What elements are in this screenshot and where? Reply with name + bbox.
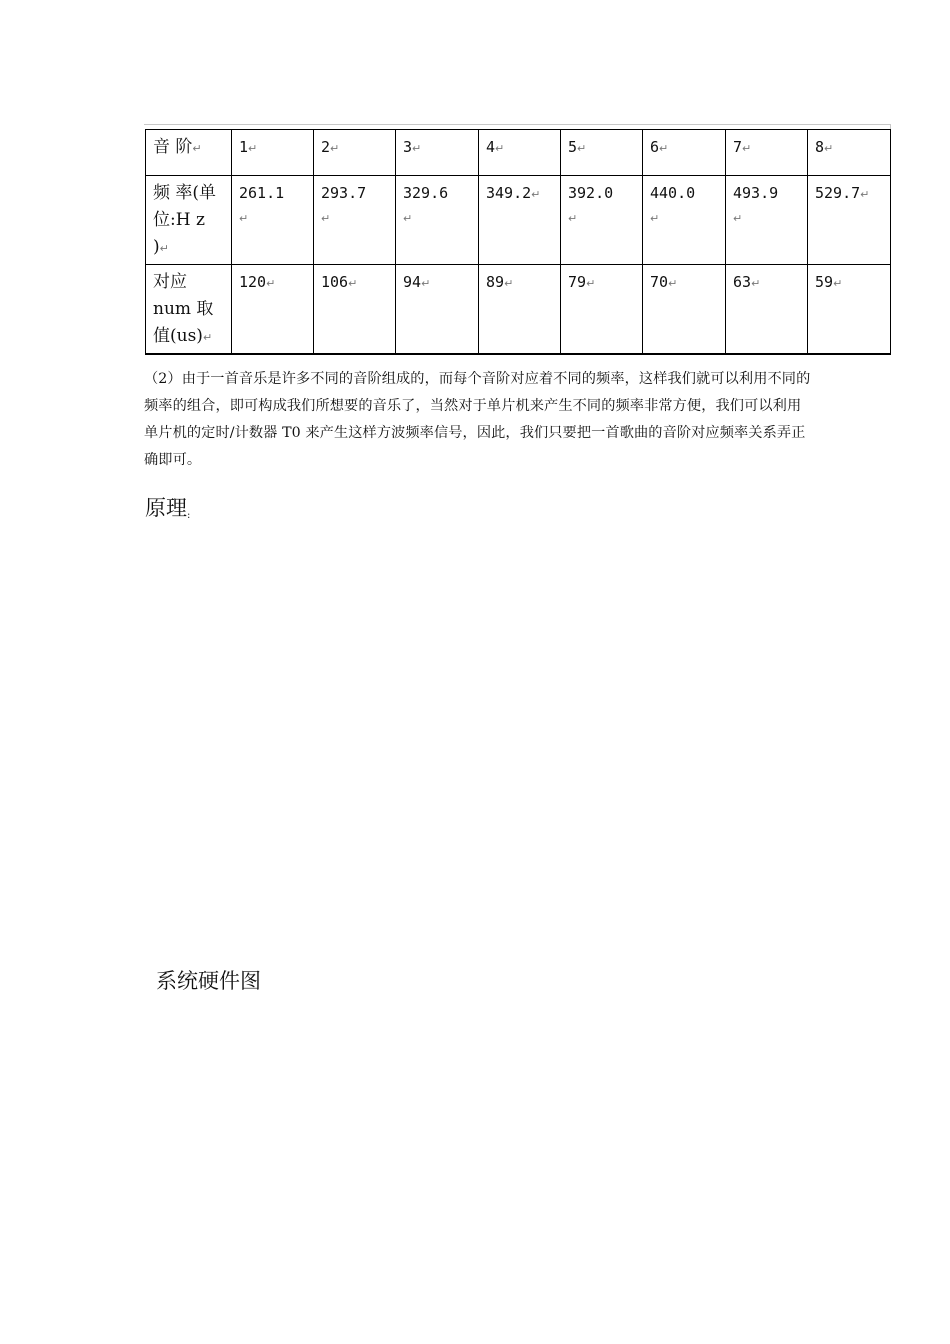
return-mark: ↵: [504, 277, 514, 290]
table-cell: [479, 265, 561, 355]
table-cell: [232, 265, 314, 355]
row-header-text: 音 阶: [153, 137, 193, 157]
cell-value: 59: [815, 273, 834, 291]
cell-value: 4: [486, 138, 496, 156]
return-mark: ↵: [860, 188, 870, 201]
cell-value: 8: [815, 138, 825, 156]
return-mark: ↵: [824, 142, 834, 155]
cell-value: 392.0: [568, 184, 614, 202]
principle-heading: [145, 493, 190, 528]
return-mark: ↵: [586, 277, 596, 290]
return-mark: ↵: [202, 331, 213, 344]
table-cell: [643, 176, 726, 265]
return-mark: ↵: [531, 188, 541, 201]
return-mark: ↵: [577, 142, 587, 155]
table-cell: [314, 265, 396, 355]
cell-value: 63: [733, 273, 752, 291]
table-cell: [808, 265, 891, 355]
row-header-cell: [146, 265, 232, 355]
return-mark: ↵: [733, 212, 743, 225]
cell-value: 94: [403, 273, 422, 291]
cell-value: 89: [486, 273, 505, 291]
table-cell: [726, 130, 808, 176]
table-row: [146, 130, 891, 176]
cell-value: 2: [321, 138, 331, 156]
cell-value: 120: [239, 273, 267, 291]
return-mark: ↵: [330, 142, 340, 155]
return-mark: ↵: [421, 277, 431, 290]
cell-value: 5: [568, 138, 578, 156]
cell-value: 493.9: [733, 184, 779, 202]
row-header-text: 对应 num 取值(us): [153, 272, 214, 346]
cell-value: 3: [403, 138, 413, 156]
table-cell: [561, 176, 643, 265]
explanation-paragraph: （2）由于一首音乐是许多不同的音阶组成的，而每个音阶对应着不同的频率，这样我们就可以利用不同的频率的组合，即可构成我们所想要的音乐了，当然对于单片机来产生不同的频率非常方便，我们可以利用单片机的定时/计数器 T0 来产生这样方波频率信号，因此，我们只要把一首歌曲的音阶对应频率关系弄正确即可。: [144, 371, 811, 468]
return-mark: ↵: [248, 142, 258, 155]
return-mark: ↵: [348, 277, 358, 290]
table-cell: [314, 130, 396, 176]
return-mark: ↵: [833, 277, 843, 290]
row-header-cell: [146, 176, 232, 265]
return-mark: ↵: [239, 212, 249, 225]
table-row: [146, 176, 891, 265]
return-mark: ↵: [403, 212, 413, 225]
cell-value: 106: [321, 273, 349, 291]
cell-value: 329.6: [403, 184, 449, 202]
table-cell: [808, 176, 891, 265]
scale-frequency-table: [145, 129, 891, 355]
principle-heading-text: 原理: [145, 496, 187, 520]
return-mark: ↵: [751, 277, 761, 290]
scale-frequency-table-frame: [144, 124, 891, 346]
row-header-text: 频 率(单位:H z ): [153, 183, 217, 257]
table-cell: [479, 176, 561, 265]
table-body: [146, 130, 891, 355]
table-cell: [396, 176, 479, 265]
principle-heading-colon: :: [187, 510, 191, 521]
hardware-diagram-heading: 系统硬件图: [156, 969, 261, 993]
cell-value: 7: [733, 138, 743, 156]
table-cell: [561, 130, 643, 176]
return-mark: ↵: [159, 242, 169, 255]
return-mark: ↵: [568, 212, 578, 225]
table-cell: [479, 130, 561, 176]
cell-value: 70: [650, 273, 669, 291]
table-cell: [808, 130, 891, 176]
row-header-cell: [146, 130, 232, 176]
table-cell: [314, 176, 396, 265]
return-mark: ↵: [742, 142, 752, 155]
return-mark: ↵: [668, 277, 678, 290]
cell-value: 293.7: [321, 184, 367, 202]
table-cell: [643, 130, 726, 176]
table-cell: [396, 265, 479, 355]
cell-value: 440.0: [650, 184, 696, 202]
table-cell: [232, 130, 314, 176]
cell-value: 6: [650, 138, 660, 156]
table-cell: [561, 265, 643, 355]
table-cell: [726, 176, 808, 265]
table-cell: [643, 265, 726, 355]
table-cell: [396, 130, 479, 176]
cell-value: 1: [239, 138, 249, 156]
cell-value: 79: [568, 273, 587, 291]
table-row: [146, 265, 891, 355]
return-mark: ↵: [495, 142, 505, 155]
table-cell: [726, 265, 808, 355]
cell-value: 349.2: [486, 184, 532, 202]
cell-value: 261.1: [239, 184, 285, 202]
return-mark: ↵: [321, 212, 331, 225]
table-cell: [232, 176, 314, 265]
return-mark: ↵: [650, 212, 660, 225]
return-mark: ↵: [412, 142, 422, 155]
return-mark: ↵: [192, 142, 202, 155]
return-mark: ↵: [659, 142, 669, 155]
cell-value: 529.7: [815, 184, 861, 202]
return-mark: ↵: [266, 277, 276, 290]
